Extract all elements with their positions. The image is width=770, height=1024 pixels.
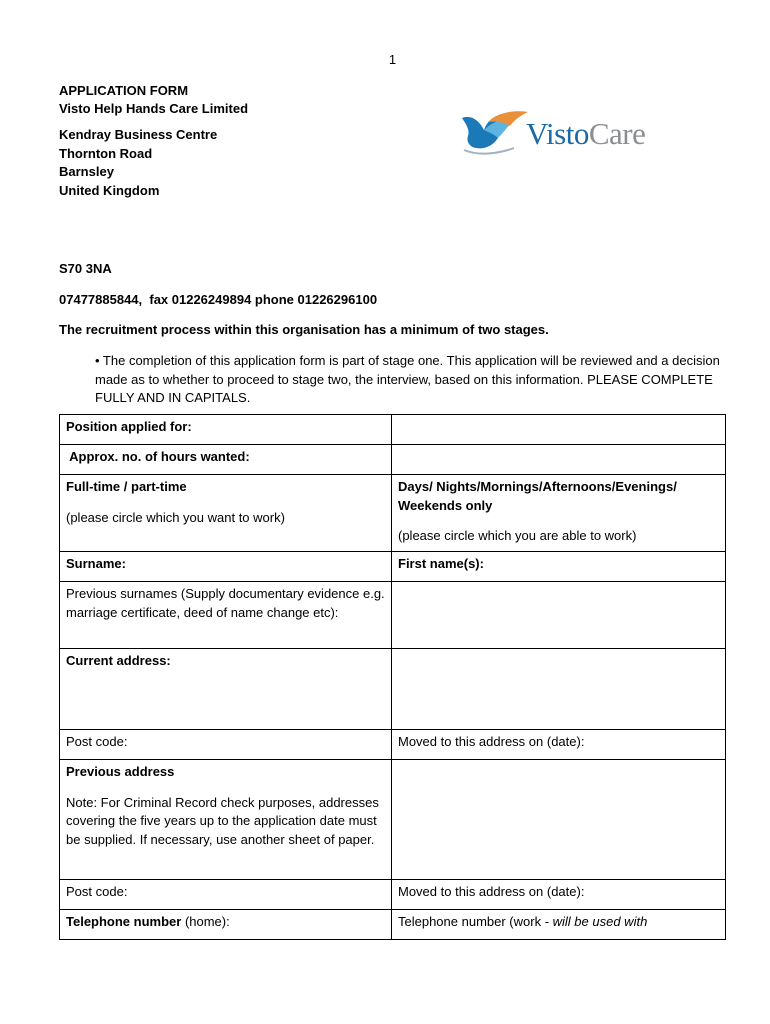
contact-numbers: 07477885844, fax 01226249894 phone 01226296100 <box>59 292 378 307</box>
postcode: S70 3NA <box>59 261 112 276</box>
table-row <box>60 415 726 445</box>
telephone-work-field[interactable] <box>392 910 726 940</box>
logo-word-care: Care <box>588 116 646 151</box>
previous-surnames-label: Previous surnames (Supply documentary evidence e.g. marriage certificate, deed of name change etc): <box>60 582 392 649</box>
fulltime-note: (please circle which you want to work) <box>66 509 285 525</box>
table-row <box>60 730 726 760</box>
logo-word-visto: Visto <box>526 116 589 151</box>
position-label: Position applied for: <box>60 415 392 445</box>
telephone-home-suffix: (home): <box>181 914 230 929</box>
first-names-field[interactable]: First name(s): <box>392 552 726 582</box>
previous-moved-date-field[interactable]: Moved to this address on (date): <box>392 880 726 910</box>
company-address <box>59 126 217 200</box>
table-row <box>60 880 726 910</box>
address-line: United Kingdom <box>59 182 160 198</box>
table-row <box>60 445 726 475</box>
previous-address-note: Note: For Criminal Record check purposes, addresses covering the five years up to the application date must be supplied. If necessary, use another sheet of paper. <box>66 794 379 847</box>
previous-address-cell <box>60 760 392 880</box>
days-cell[interactable] <box>392 475 726 552</box>
visto-care-logo <box>458 108 678 158</box>
telephone-work-label: Telephone number (work - <box>398 914 553 929</box>
fulltime-cell[interactable] <box>60 475 392 552</box>
address-line: Kendray Business Centre <box>59 127 218 142</box>
bird-icon <box>458 108 530 158</box>
page-number: 1 <box>388 52 397 67</box>
table-row <box>60 910 726 940</box>
current-address-label: Current address: <box>60 649 392 730</box>
position-field[interactable] <box>392 415 726 445</box>
days-note: (please circle which you are able to work) <box>398 528 637 543</box>
telephone-home-field[interactable] <box>60 910 392 940</box>
table-row <box>60 760 726 880</box>
address-line: Barnsley <box>59 164 114 179</box>
hours-field[interactable] <box>392 445 726 475</box>
telephone-home-label: Telephone number <box>66 914 182 929</box>
post-code-field[interactable]: Post code: <box>60 730 392 760</box>
company-name: Visto Help Hands Care Limited <box>59 101 249 116</box>
moved-date-field[interactable]: Moved to this address on (date): <box>392 730 726 760</box>
previous-address-label: Previous address <box>66 764 175 779</box>
form-title: APPLICATION FORM <box>59 83 189 98</box>
previous-post-code-field[interactable]: Post code: <box>60 880 392 910</box>
hours-label: Approx. no. of hours wanted: <box>60 445 392 475</box>
application-table <box>59 414 726 940</box>
current-address-field[interactable] <box>392 649 726 730</box>
table-row <box>60 552 726 582</box>
stages-statement: The recruitment process within this organisation has a minimum of two stages. <box>59 322 549 337</box>
table-row <box>60 649 726 730</box>
address-line: Thornton Road <box>59 145 153 161</box>
days-label: Days/ Nights/Mornings/Afternoons/Evenings/ Weekends only <box>398 479 677 513</box>
fulltime-label: Full-time / part-time <box>66 479 187 494</box>
instructions-bullet: • The completion of this application form is part of stage one. This application will be reviewed and a decision made as to whether to proceed to stage two, the interview, based on this information. PLEASE COMPLETE FULLY AND IN CAPITALS. <box>95 353 720 405</box>
telephone-work-note: will be used with <box>552 914 648 929</box>
previous-surnames-field[interactable] <box>392 582 726 649</box>
table-row <box>60 582 726 649</box>
previous-address-field[interactable] <box>392 760 726 880</box>
table-row <box>60 475 726 552</box>
surname-field[interactable]: Surname: <box>60 552 392 582</box>
